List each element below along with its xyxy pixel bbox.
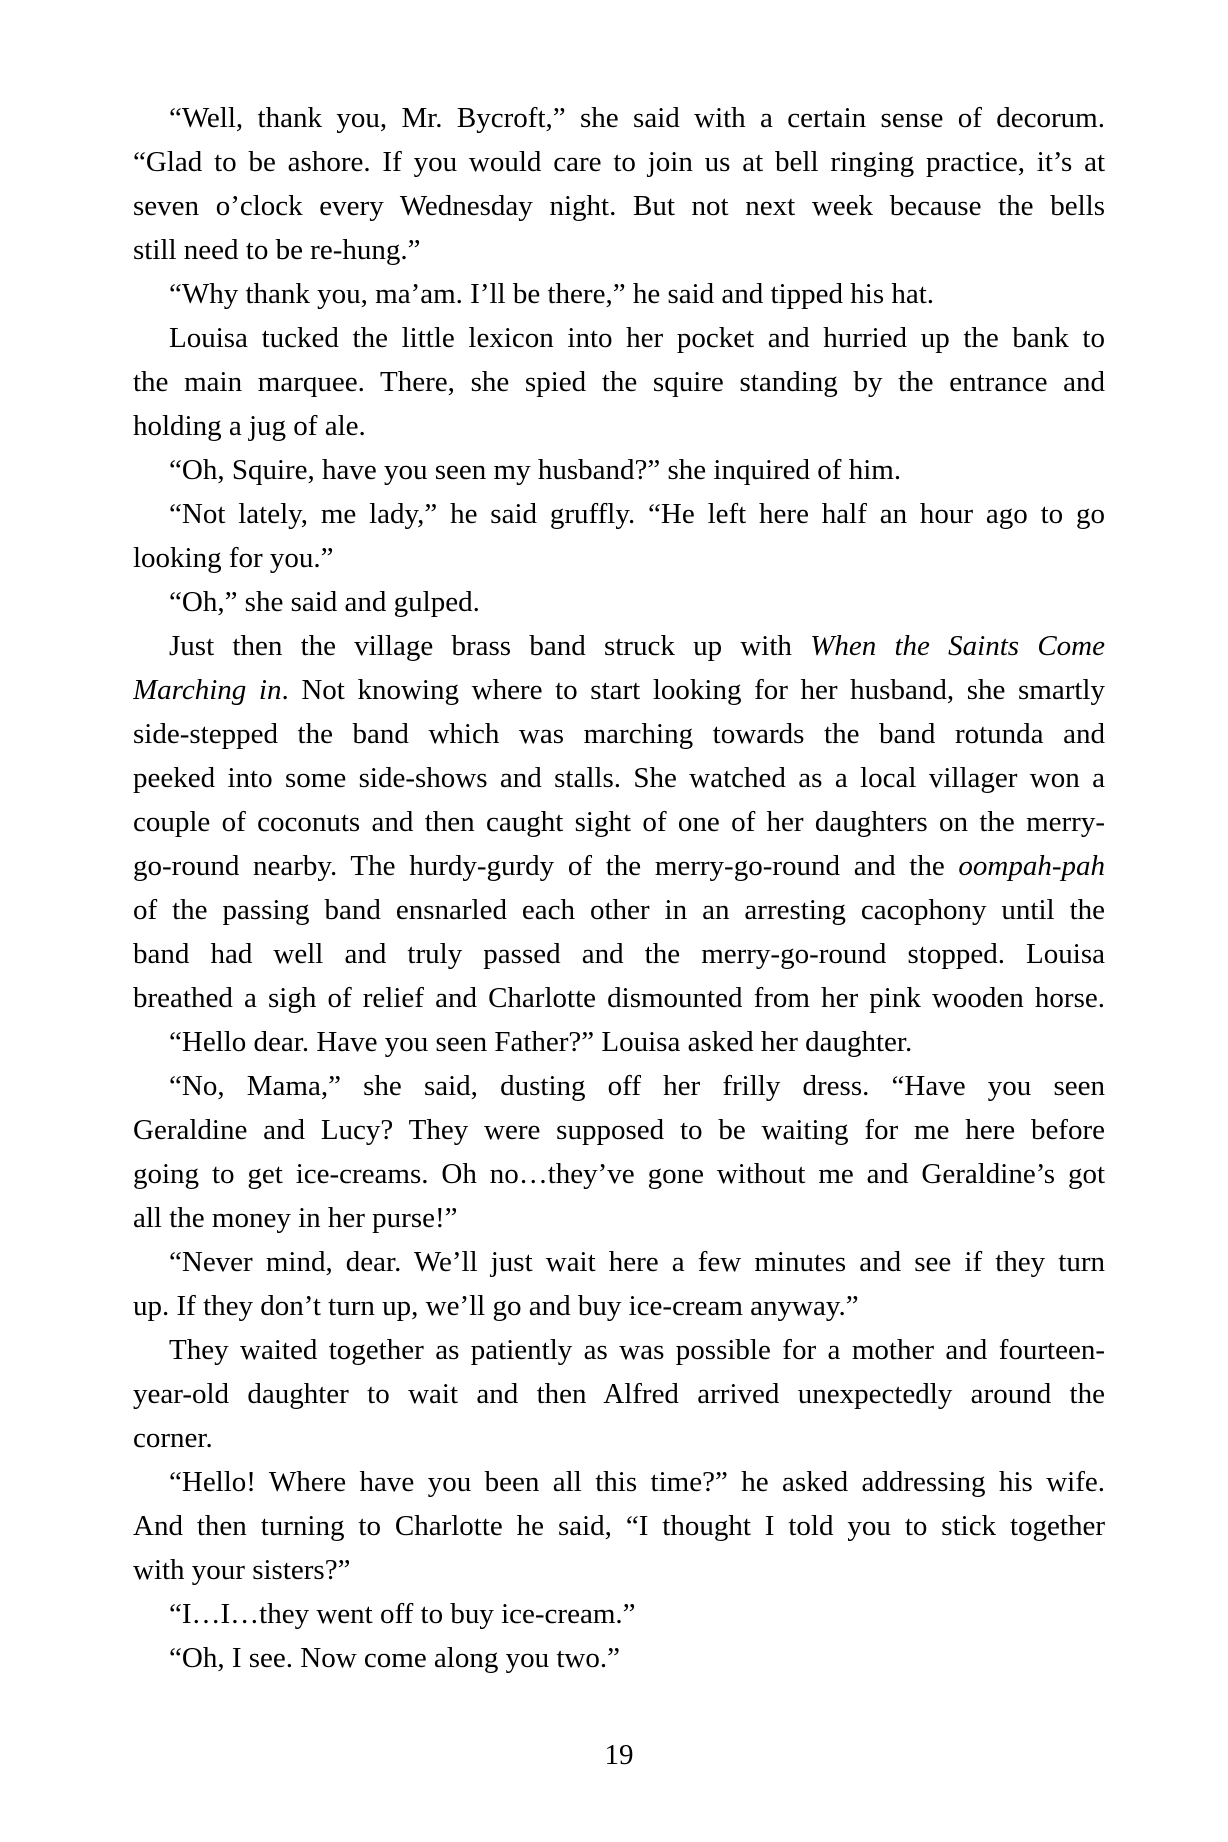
- text-segment: corner.: [133, 1422, 213, 1454]
- text-segment: “Well, thank you, Mr. Bycroft,” she said with a certain sense of decorum.: [169, 102, 1105, 134]
- text-line: [133, 1240, 1105, 1284]
- text-line: [133, 360, 1105, 404]
- text-segment: still need to be re-hung.”: [133, 234, 421, 266]
- text-line: [133, 1328, 1105, 1372]
- text-segment: They waited together as patiently as was possible for a mother and fourteen-: [169, 1334, 1105, 1366]
- text-line: [133, 844, 1105, 888]
- text-line: [133, 1064, 1105, 1108]
- text-line: [133, 624, 1105, 668]
- text-line: [133, 448, 1105, 492]
- text-line: [133, 1460, 1105, 1504]
- text-segment: “Not lately, me lady,” he said gruffly. “He left here half an hour ago to go: [169, 498, 1105, 530]
- body-text: [133, 96, 1105, 1680]
- text-line: [133, 492, 1105, 536]
- text-line: [133, 932, 1105, 976]
- text-segment: “Oh, I see. Now come along you two.”: [169, 1642, 620, 1674]
- text-segment: year-old daughter to wait and then Alfred arrived unexpectedly around the: [133, 1378, 1105, 1410]
- text-line: [133, 580, 1105, 624]
- text-segment: “Glad to be ashore. If you would care to join us at bell ringing practice, it’s at: [133, 146, 1105, 178]
- text-segment: Just then the village brass band struck up with: [169, 630, 811, 662]
- text-segment: “Never mind, dear. We’ll just wait here a few minutes and see if they turn: [169, 1246, 1105, 1278]
- text-line: [133, 536, 1105, 580]
- text-line: [133, 1196, 1105, 1240]
- text-segment: “Oh, Squire, have you seen my husband?” she inquired of him.: [169, 454, 902, 486]
- text-segment: breathed a sigh of relief and Charlotte dismounted from her pink wooden horse.: [133, 982, 1105, 1014]
- text-segment: Louisa tucked the little lexicon into her pocket and hurried up the bank to: [169, 322, 1105, 354]
- text-segment: looking for you.”: [133, 542, 334, 574]
- text-line: [133, 1548, 1105, 1592]
- text-segment: peeked into some side-shows and stalls. She watched as a local villager won a: [133, 762, 1105, 794]
- text-segment: band had well and truly passed and the merry-go-round stopped. Louisa: [133, 938, 1105, 970]
- text-segment: “Hello! Where have you been all this time?” he asked addressing his wife.: [169, 1466, 1105, 1498]
- text-line: [133, 1284, 1105, 1328]
- text-segment: “Why thank you, ma’am. I’ll be there,” he said and tipped his hat.: [169, 278, 935, 310]
- text-line: [133, 756, 1105, 800]
- text-segment: holding a jug of ale.: [133, 410, 366, 442]
- text-line: [133, 1372, 1105, 1416]
- text-segment: “Hello dear. Have you seen Father?” Louisa asked her daughter.: [169, 1026, 913, 1058]
- text-segment: going to get ice-creams. Oh no…they’ve gone without me and Geraldine’s got: [133, 1158, 1105, 1190]
- text-line: [133, 800, 1105, 844]
- text-segment: couple of coconuts and then caught sight of one of her daughters on the merry-: [133, 806, 1105, 838]
- text-line: [133, 228, 1105, 272]
- text-segment: with your sisters?”: [133, 1554, 351, 1586]
- text-line: [133, 96, 1105, 140]
- italic-text-segment: When the Saints Come: [810, 630, 1105, 662]
- text-line: [133, 1592, 1105, 1636]
- text-line: [133, 888, 1105, 932]
- text-segment: “I…I…they went off to buy ice-cream.”: [169, 1598, 636, 1630]
- text-line: [133, 1108, 1105, 1152]
- text-line: [133, 668, 1105, 712]
- text-line: [133, 1152, 1105, 1196]
- text-line: [133, 272, 1105, 316]
- text-segment: Geraldine and Lucy? They were supposed to be waiting for me here before: [133, 1114, 1105, 1146]
- text-segment: And then turning to Charlotte he said, “I thought I told you to stick together: [133, 1510, 1105, 1542]
- text-line: [133, 140, 1105, 184]
- text-segment: up. If they don’t turn up, we’ll go and buy ice-cream anyway.”: [133, 1290, 859, 1322]
- text-line: [133, 316, 1105, 360]
- text-segment: “Oh,” she said and gulped.: [169, 586, 480, 618]
- text-line: [133, 1504, 1105, 1548]
- text-segment: . Not knowing where to start looking for her husband, she smartly: [281, 674, 1105, 706]
- text-line: [133, 712, 1105, 756]
- text-line: [133, 184, 1105, 228]
- text-line: [133, 976, 1105, 1020]
- text-segment: side-stepped the band which was marching towards the band rotunda and: [133, 718, 1105, 750]
- text-line: [133, 1020, 1105, 1064]
- text-segment: seven o’clock every Wednesday night. But not next week because the bells: [133, 190, 1105, 222]
- text-line: [133, 1416, 1105, 1460]
- page-number: 19: [604, 1739, 634, 1771]
- text-line: [133, 1636, 1105, 1680]
- text-segment: “No, Mama,” she said, dusting off her frilly dress. “Have you seen: [169, 1070, 1105, 1102]
- text-segment: all the money in her purse!”: [133, 1202, 458, 1234]
- text-segment: of the passing band ensnarled each other in an arresting cacophony until the: [133, 894, 1105, 926]
- italic-text-segment: oompah-pah: [958, 850, 1105, 882]
- text-segment: the main marquee. There, she spied the squire standing by the entrance and: [133, 366, 1105, 398]
- text-segment: go-round nearby. The hurdy-gurdy of the merry-go-round and the: [133, 850, 959, 882]
- text-line: [133, 404, 1105, 448]
- italic-text-segment: Marching in: [133, 674, 282, 706]
